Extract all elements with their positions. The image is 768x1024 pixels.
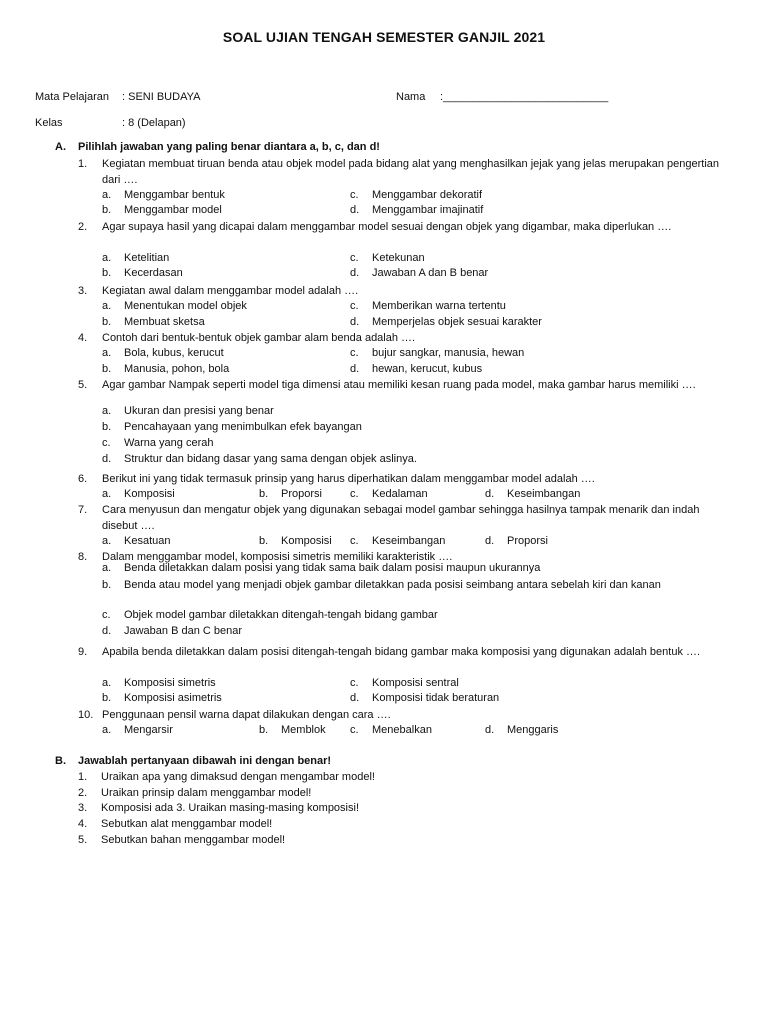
option-letter: c. <box>350 724 359 737</box>
answer-option <box>350 347 524 359</box>
question-text: Kegiatan membuat tiruan benda atau objek model pada bidang alat yang menghasilkan jejak yang jelas merupakan pengertian dari …. <box>102 158 720 186</box>
option-text: Jawaban A dan B benar <box>372 267 489 280</box>
question-number: 7. <box>78 504 88 516</box>
option-letter: c. <box>102 437 111 449</box>
answer-option <box>350 488 428 500</box>
question-2 <box>78 220 728 236</box>
answer-option <box>350 204 483 216</box>
question-3 <box>78 284 728 300</box>
option-letter: d. <box>350 692 360 705</box>
option-text: Memperjelas objek sesuai karakter <box>372 315 542 328</box>
option-text: Menggambar bentuk <box>124 188 225 201</box>
option-text: Proporsi <box>507 534 548 547</box>
option-text: Kecerdasan <box>124 267 183 280</box>
option-letter: b. <box>259 724 269 737</box>
option-text: Menentukan model objek <box>124 300 247 313</box>
option-text: Mengarsir <box>124 724 173 737</box>
answer-option <box>350 677 459 689</box>
subject-value: : SENI BUDAYA <box>122 91 201 103</box>
option-letter: d. <box>102 625 112 637</box>
option-letter: b. <box>259 488 269 501</box>
question-number: 1. <box>78 158 88 170</box>
essay-question-3 <box>78 802 359 814</box>
option-text: Keseimbangan <box>372 534 446 547</box>
answer-option <box>259 724 326 736</box>
answer-option <box>350 189 482 201</box>
option-text: Pencahayaan yang menimbulkan efek bayangan <box>124 421 362 433</box>
section-a-letter: A. <box>55 141 66 153</box>
option-text: Menggambar model <box>124 204 222 217</box>
exam-title: SOAL UJIAN TENGAH SEMESTER GANJIL 2021 <box>222 29 546 45</box>
option-letter: c. <box>350 676 359 689</box>
question-text: Cara menyusun dan mengatur objek yang digunakan sebagai model gambar sehingga hasilnya tampak menarik dan indah disebut …. <box>102 504 700 532</box>
question-1 <box>78 157 728 188</box>
option-letter: c. <box>350 347 359 360</box>
option-text: Kesatuan <box>124 534 171 547</box>
answer-option <box>259 488 322 500</box>
essay-question-2 <box>78 787 311 799</box>
option-text: Benda diletakkan dalam posisi yang tidak sama baik dalam posisi maupun ukurannya <box>124 562 541 574</box>
answer-option <box>102 488 175 500</box>
option-letter: a. <box>102 724 112 737</box>
option-text: Menggambar imajinatif <box>372 204 484 217</box>
question-number: 5. <box>78 833 88 846</box>
answer-option <box>485 535 548 547</box>
answer-option <box>350 535 445 547</box>
question-text: Sebutkan bahan menggambar model! <box>101 833 286 846</box>
option-letter: d. <box>350 204 360 217</box>
question-10 <box>78 708 728 724</box>
question-text: Apabila benda diletakkan dalam posisi ditengah-tengah bidang gambar maka komposisi yang digunakan adalah bentuk …. <box>102 646 701 658</box>
answer-option <box>102 347 224 359</box>
option-text: Komposisi <box>124 488 175 501</box>
option-letter: b. <box>102 267 112 280</box>
option-letter: d. <box>485 724 495 737</box>
option-letter: b. <box>259 534 269 547</box>
question-number: 1. <box>78 771 88 783</box>
section-b-instruction: Jawablah pertanyaan dibawah ini dengan benar! <box>78 755 332 767</box>
essay-question-4 <box>78 818 272 830</box>
option-letter: d. <box>102 453 112 465</box>
answer-option <box>102 625 242 637</box>
question-number: 10. <box>78 709 94 721</box>
option-text: bujur sangkar, manusia, hewan <box>372 347 525 360</box>
option-letter: c. <box>350 534 359 547</box>
option-text: Ukuran dan presisi yang benar <box>124 405 274 417</box>
option-letter: d. <box>350 267 360 280</box>
option-letter: d. <box>350 362 360 375</box>
option-letter: c. <box>350 188 359 201</box>
answer-option <box>102 204 222 216</box>
question-text: Agar supaya hasil yang dicapai dalam menggambar model sesuai dengan objek yang digambar, maka diperlukan …. <box>102 221 672 233</box>
answer-option <box>102 405 274 417</box>
option-letter: a. <box>102 676 112 689</box>
answer-option <box>259 535 332 547</box>
option-letter: a. <box>102 534 112 547</box>
option-text: Warna yang cerah <box>124 437 214 449</box>
answer-option <box>102 267 183 279</box>
option-text: Komposisi <box>281 534 332 547</box>
answer-option <box>102 437 213 449</box>
option-letter: a. <box>102 300 112 313</box>
answer-option <box>102 724 173 736</box>
answer-option <box>102 300 247 312</box>
answer-option <box>102 453 417 465</box>
question-number: 3. <box>78 802 88 815</box>
question-text: Agar gambar Nampak seperti model tiga dimensi atau memiliki kesan ruang pada model, maka gambar harus memiliki …. <box>102 379 696 391</box>
question-number: 6. <box>78 473 88 485</box>
answer-option <box>102 189 225 201</box>
option-letter: a. <box>102 405 112 417</box>
option-letter: a. <box>102 562 112 574</box>
option-text: Komposisi tidak beraturan <box>372 692 500 705</box>
option-letter: a. <box>102 347 112 360</box>
name-label: Nama <box>396 91 426 103</box>
option-letter: b. <box>102 421 112 433</box>
option-text: Manusia, pohon, bola <box>124 362 230 375</box>
option-text: Komposisi sentral <box>372 676 459 689</box>
answer-option <box>102 609 438 621</box>
question-text: Contoh dari bentuk-bentuk objek gambar alam benda adalah …. <box>102 332 416 344</box>
question-text: Berikut ini yang tidak termasuk prinsip yang harus diperhatikan dalam menggambar model adalah …. <box>102 473 595 485</box>
class-label: Kelas <box>35 117 63 129</box>
question-text: Uraikan apa yang dimaksud dengan mengambar model! <box>101 771 375 783</box>
option-text: Ketekunan <box>372 251 425 264</box>
option-letter: b. <box>102 204 112 217</box>
option-text: Benda atau model yang menjadi objek gambar diletakkan pada posisi seimbang antara sebelah kiri dan kanan <box>124 579 661 591</box>
option-letter: b. <box>102 692 112 705</box>
option-text: Jawaban B dan C benar <box>124 625 243 637</box>
option-text: Menggaris <box>507 724 559 737</box>
answer-option <box>350 692 499 704</box>
answer-option <box>350 267 488 279</box>
answer-option <box>485 724 558 736</box>
answer-option <box>102 316 205 328</box>
option-letter: b. <box>102 315 112 328</box>
option-text: Memberikan warna tertentu <box>372 300 506 313</box>
question-6 <box>78 472 728 488</box>
question-number: 4. <box>78 332 88 344</box>
answer-option <box>102 692 222 704</box>
option-letter: b. <box>102 362 112 375</box>
option-text: Proporsi <box>281 488 322 501</box>
answer-option <box>102 562 540 574</box>
answer-option <box>350 252 425 264</box>
question-text: Uraikan prinsip dalam menggambar model! <box>101 786 312 799</box>
option-text: hewan, kerucut, kubus <box>372 362 483 375</box>
question-number: 2. <box>78 786 88 799</box>
option-letter: a. <box>102 251 112 264</box>
answer-option <box>102 421 362 433</box>
option-text: Kedalaman <box>372 488 428 501</box>
question-text: Dalam menggambar model, komposisi simetris memiliki karakteristik …. <box>102 551 453 563</box>
option-text: Objek model gambar diletakkan ditengah-tengah bidang gambar <box>124 609 438 621</box>
option-letter: c. <box>350 300 359 313</box>
option-text: Menebalkan <box>372 724 432 737</box>
option-letter: b. <box>102 579 112 591</box>
question-4 <box>78 331 728 347</box>
option-letter: a. <box>102 488 112 501</box>
option-letter: a. <box>102 188 112 201</box>
option-letter: c. <box>350 488 359 501</box>
essay-question-5 <box>78 834 285 846</box>
answer-option <box>102 578 702 594</box>
option-text: Komposisi simetris <box>124 676 216 689</box>
subject-label: Mata Pelajaran <box>35 91 109 103</box>
question-number: 2. <box>78 221 88 233</box>
option-text: Ketelitian <box>124 251 170 264</box>
answer-option <box>102 252 169 264</box>
question-number: 8. <box>78 551 88 563</box>
answer-option <box>485 488 580 500</box>
essay-question-1 <box>78 771 375 783</box>
answer-option <box>102 677 216 689</box>
option-text: Komposisi asimetris <box>124 692 222 705</box>
question-7 <box>78 503 728 534</box>
section-b-letter: B. <box>55 755 66 767</box>
answer-option <box>350 316 542 328</box>
option-letter: d. <box>350 315 360 328</box>
option-text: Memblok <box>281 724 326 737</box>
section-a-instruction: Pilihlah jawaban yang paling benar diantara a, b, c, dan d! <box>78 141 380 153</box>
answer-option <box>102 363 229 375</box>
option-text: Bola, kubus, kerucut <box>124 347 224 360</box>
option-letter: c. <box>350 251 359 264</box>
name-field: :___________________________ <box>440 91 609 103</box>
option-letter: c. <box>102 609 111 621</box>
answer-option <box>350 300 506 312</box>
question-5 <box>78 378 728 394</box>
option-text: Struktur dan bidang dasar yang sama dengan objek aslinya. <box>124 453 417 465</box>
question-number: 3. <box>78 285 88 297</box>
option-text: Keseimbangan <box>507 488 581 501</box>
section-b-heading <box>55 755 331 767</box>
question-text: Komposisi ada 3. Uraikan masing-masing komposisi! <box>101 802 359 815</box>
answer-option <box>350 363 482 375</box>
question-number: 9. <box>78 646 88 658</box>
option-letter: d. <box>485 488 495 501</box>
question-number: 4. <box>78 818 88 831</box>
answer-option <box>350 724 432 736</box>
option-text: Menggambar dekoratif <box>372 188 483 201</box>
question-9 <box>78 645 728 661</box>
section-a-heading <box>55 141 380 153</box>
option-letter: d. <box>485 534 495 547</box>
question-number: 5. <box>78 379 88 391</box>
class-value: : 8 (Delapan) <box>122 117 186 129</box>
answer-option <box>102 535 170 547</box>
question-text: Sebutkan alat menggambar model! <box>101 818 273 831</box>
option-text: Membuat sketsa <box>124 315 205 328</box>
question-text: Penggunaan pensil warna dapat dilakukan dengan cara …. <box>102 709 391 721</box>
question-text: Kegiatan awal dalam menggambar model adalah …. <box>102 285 359 297</box>
